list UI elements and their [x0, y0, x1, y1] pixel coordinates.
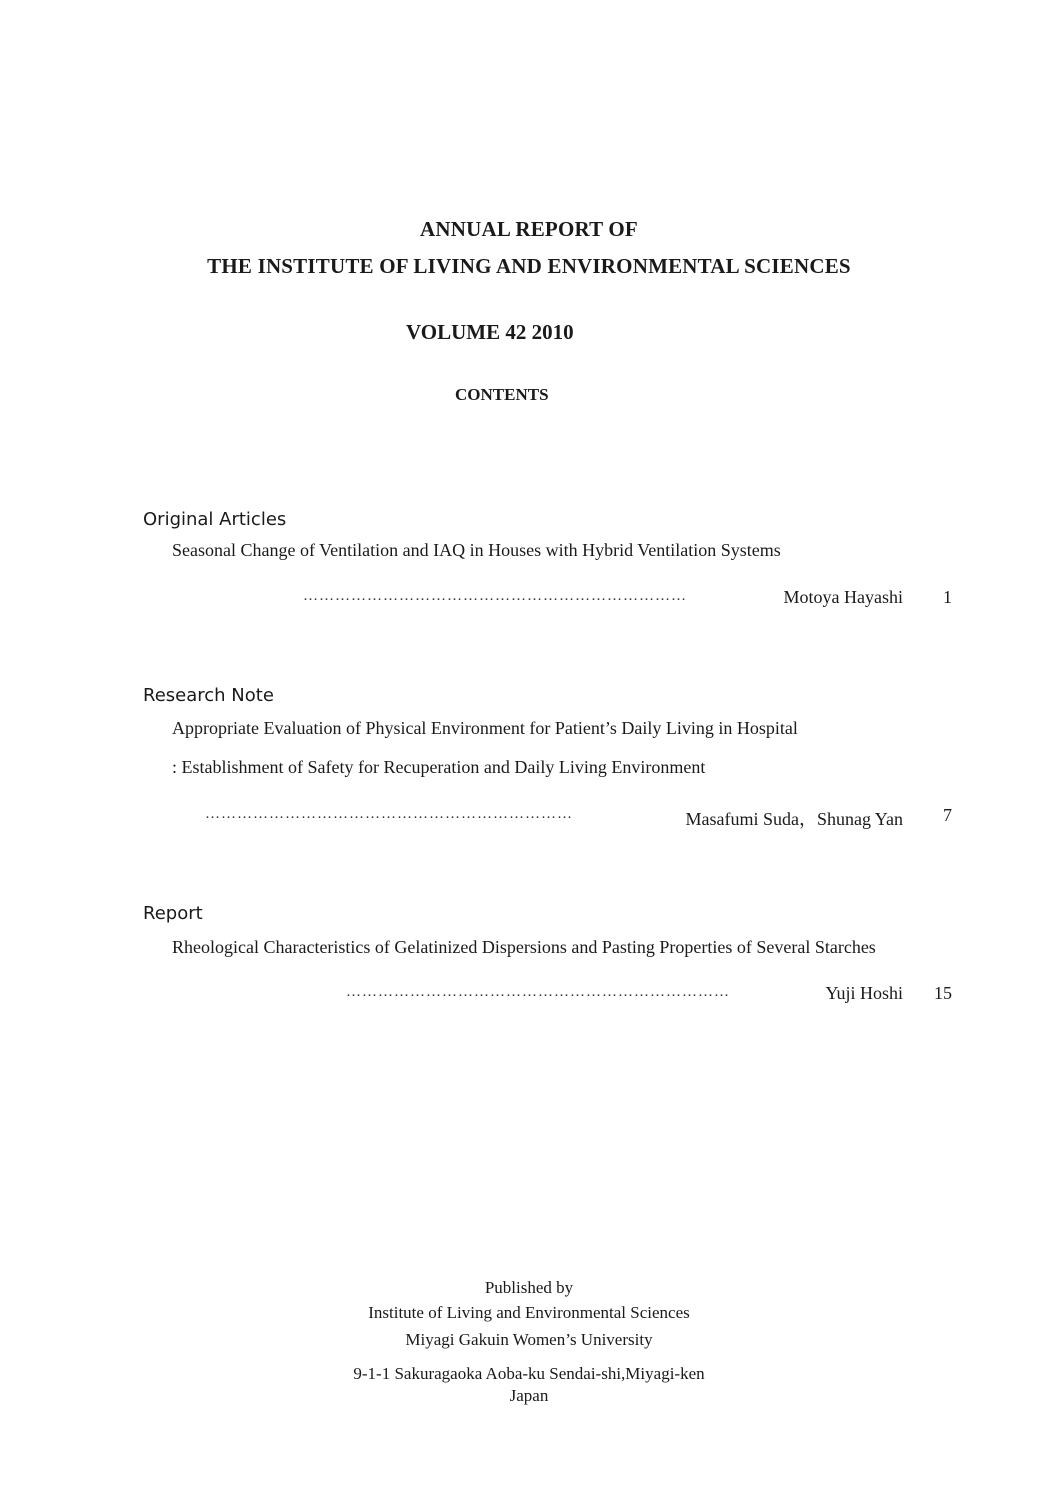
article-authors: Motoya Hayashi [783, 587, 903, 607]
page-number: 7 [943, 805, 952, 825]
page-number: 1 [943, 587, 952, 607]
volume-label: VOLUME 42 2010 [406, 320, 574, 344]
report-title-line2: THE INSTITUTE OF LIVING AND ENVIRONMENTAL SCIENCES [207, 254, 851, 278]
publisher-university: Miyagi Gakuin Women’s University [405, 1330, 653, 1349]
report-title-line1: ANNUAL REPORT OF [420, 217, 638, 241]
section-heading-original-articles: Original Articles [143, 509, 287, 530]
article-title: Rheological Characteristics of Gelatinized Dispersions and Pasting Properties of Several Starches [172, 937, 876, 957]
article-subtitle: : Establishment of Safety for Recuperation and Daily Living Environment [172, 757, 706, 777]
page-number: 15 [934, 983, 952, 1003]
publisher-address: 9-1-1 Sakuragaoka Aoba-ku Sendai-shi,Miyagi-ken [353, 1364, 705, 1383]
dot-leader: ……………………………………………………………… [346, 984, 730, 1000]
article-authors: Yuji Hoshi [825, 983, 903, 1003]
article-title: Seasonal Change of Ventilation and IAQ in Houses with Hybrid Ventilation Systems [172, 540, 781, 560]
section-heading-research-note: Research Note [143, 685, 274, 706]
publisher-intro: Published by [484, 1278, 574, 1297]
contents-heading: CONTENTS [455, 385, 549, 404]
dot-leader: …………………………………………………………… [205, 806, 573, 822]
article-authors: Masafumi Suda，Shunag Yan [685, 809, 903, 829]
dot-leader: ……………………………………………………………… [303, 588, 687, 604]
publisher-institute: Institute of Living and Environmental Sciences [368, 1303, 690, 1322]
publisher-country: Japan [509, 1386, 549, 1405]
article-title: Appropriate Evaluation of Physical Environment for Patient’s Daily Living in Hospital [172, 718, 798, 738]
section-heading-report: Report [143, 903, 203, 924]
